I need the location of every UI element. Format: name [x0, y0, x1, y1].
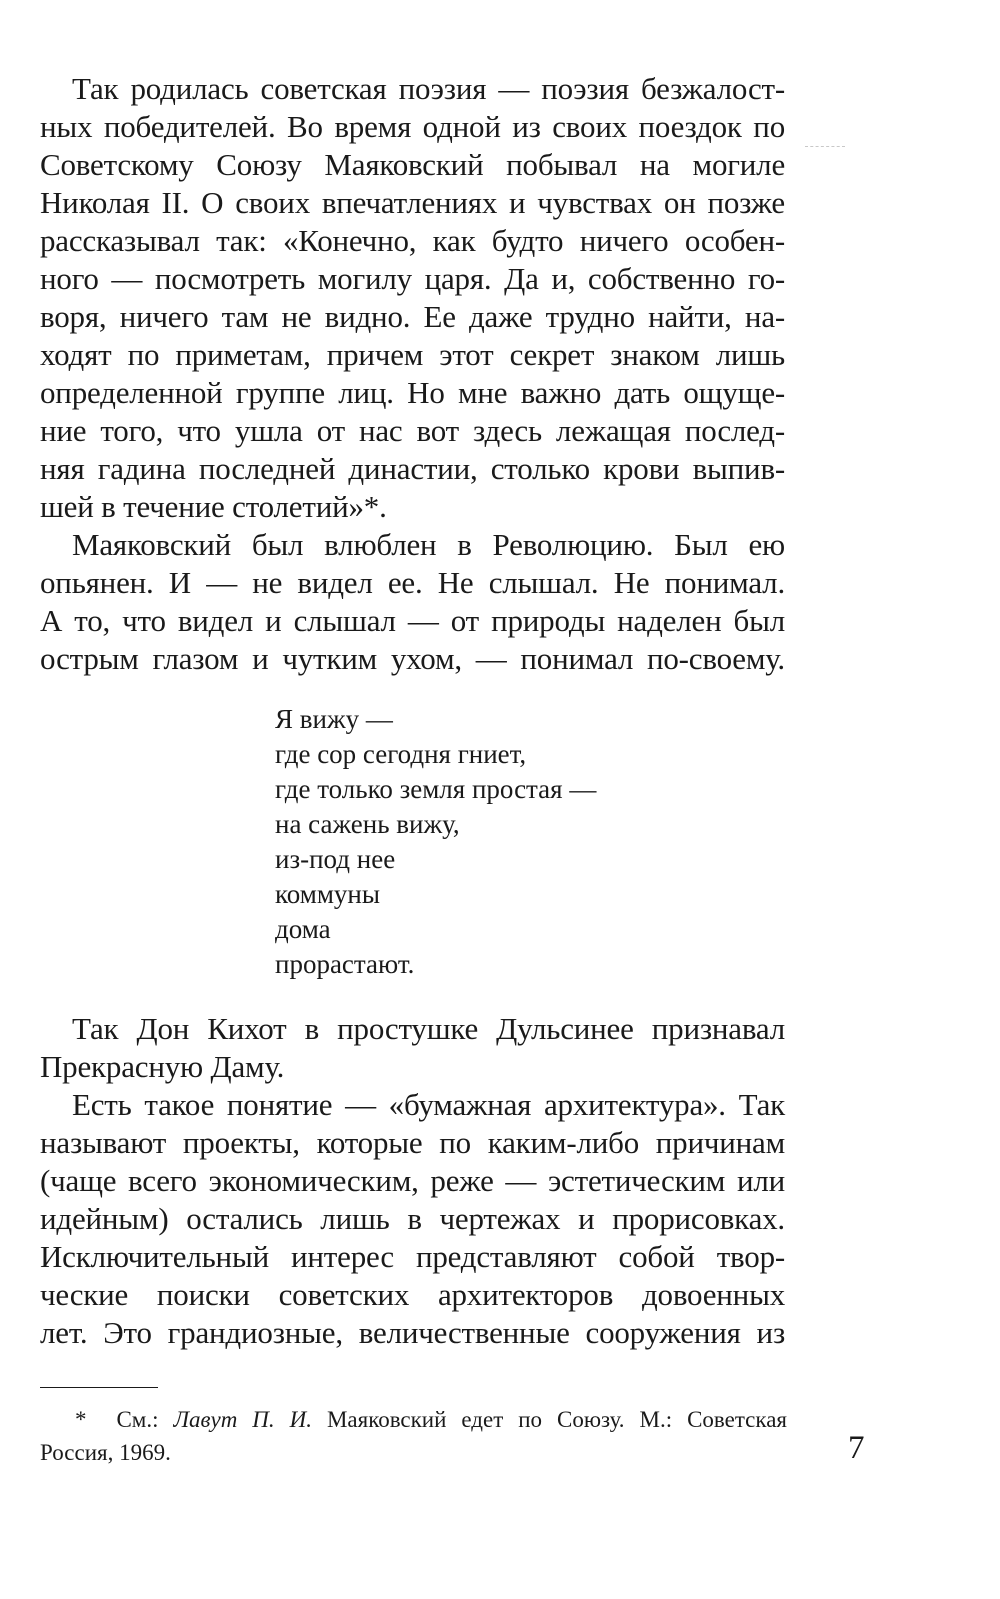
text-line: няя гадина последней династии, столько крови выпив- [40, 451, 785, 486]
text-line: лет. Это грандиозные, величественные сооружения из [40, 1315, 785, 1350]
footnote-prefix: См.: [116, 1407, 159, 1432]
text-line: воря, ничего там не видно. Ее даже трудно найти, на- [40, 299, 785, 334]
text-line: ного — посмотреть могилу царя. Да и, собственно го- [40, 261, 785, 296]
text-line: Маяковский был влюблен в Революцию. Был ею [72, 527, 785, 562]
text-line: Исключительный интерес представляют собой твор- [40, 1239, 785, 1274]
scan-mark-decoration [805, 146, 845, 147]
poem-line: Я вижу — [275, 704, 393, 734]
footnote-divider [40, 1387, 158, 1388]
poem-line: где сор сегодня гниет, [275, 739, 527, 769]
page-number: 7 [848, 1430, 865, 1466]
text-line: Есть такое понятие — «бумажная архитектура». Так [72, 1087, 785, 1122]
text-line: Так родилась советская поэзия — поэзия безжалост- [72, 71, 785, 106]
text-line: Прекрасную Даму. [40, 1049, 285, 1084]
poem-line: дома [275, 914, 331, 944]
text-line: острым глазом и чутким ухом, — понимал по-своему. [40, 641, 785, 676]
footnote-author: Лавут П. И. [173, 1407, 312, 1432]
text-line: определенной группе лиц. Но мне важно дать ощуще- [40, 375, 785, 410]
text-line: ходят по приметам, причем этот секрет знаком лишь [40, 337, 785, 372]
poem-line: коммуны [275, 879, 380, 909]
text-line: ных победителей. Во время одной из своих поездок по [40, 109, 785, 144]
poem-line: прорастают. [275, 949, 415, 979]
footnote-line [75, 1405, 787, 1435]
footnote-citation: Маяковский едет по Союзу. М.: Советская [326, 1407, 788, 1432]
footnote-marker: * [75, 1407, 87, 1432]
poem-line: из-под нее [275, 844, 396, 874]
poem-line: на сажень вижу, [275, 809, 460, 839]
footnote-line-2: Россия, 1969. [40, 1440, 171, 1465]
text-line: опьянен. И — не видел ее. Не слышал. Не понимал. [40, 565, 785, 600]
text-line: ческие поиски советских архитекторов довоенных [40, 1277, 785, 1312]
text-line: шей в течение столетий»*. [40, 489, 387, 524]
poem-line: где только земля простая — [275, 774, 597, 804]
text-line: идейным) остались лишь в чертежах и прорисовках. [40, 1201, 785, 1236]
text-line: (чаще всего экономическим, реже — эстетическим или [40, 1163, 785, 1198]
text-line: Николая II. О своих впечатлениях и чувствах он позже [40, 185, 785, 220]
text-line: Так Дон Кихот в простушке Дульсинее признавал [72, 1011, 785, 1046]
text-line: ние того, что ушла от нас вот здесь лежащая послед- [40, 413, 785, 448]
text-line: А то, что видел и слышал — от природы наделен был [40, 603, 785, 638]
text-line: называют проекты, которые по каким-либо причинам [40, 1125, 785, 1160]
text-line: рассказывал так: «Конечно, как будто ничего особен- [40, 223, 785, 258]
text-line: Советскому Союзу Маяковский побывал на могиле [40, 147, 785, 182]
